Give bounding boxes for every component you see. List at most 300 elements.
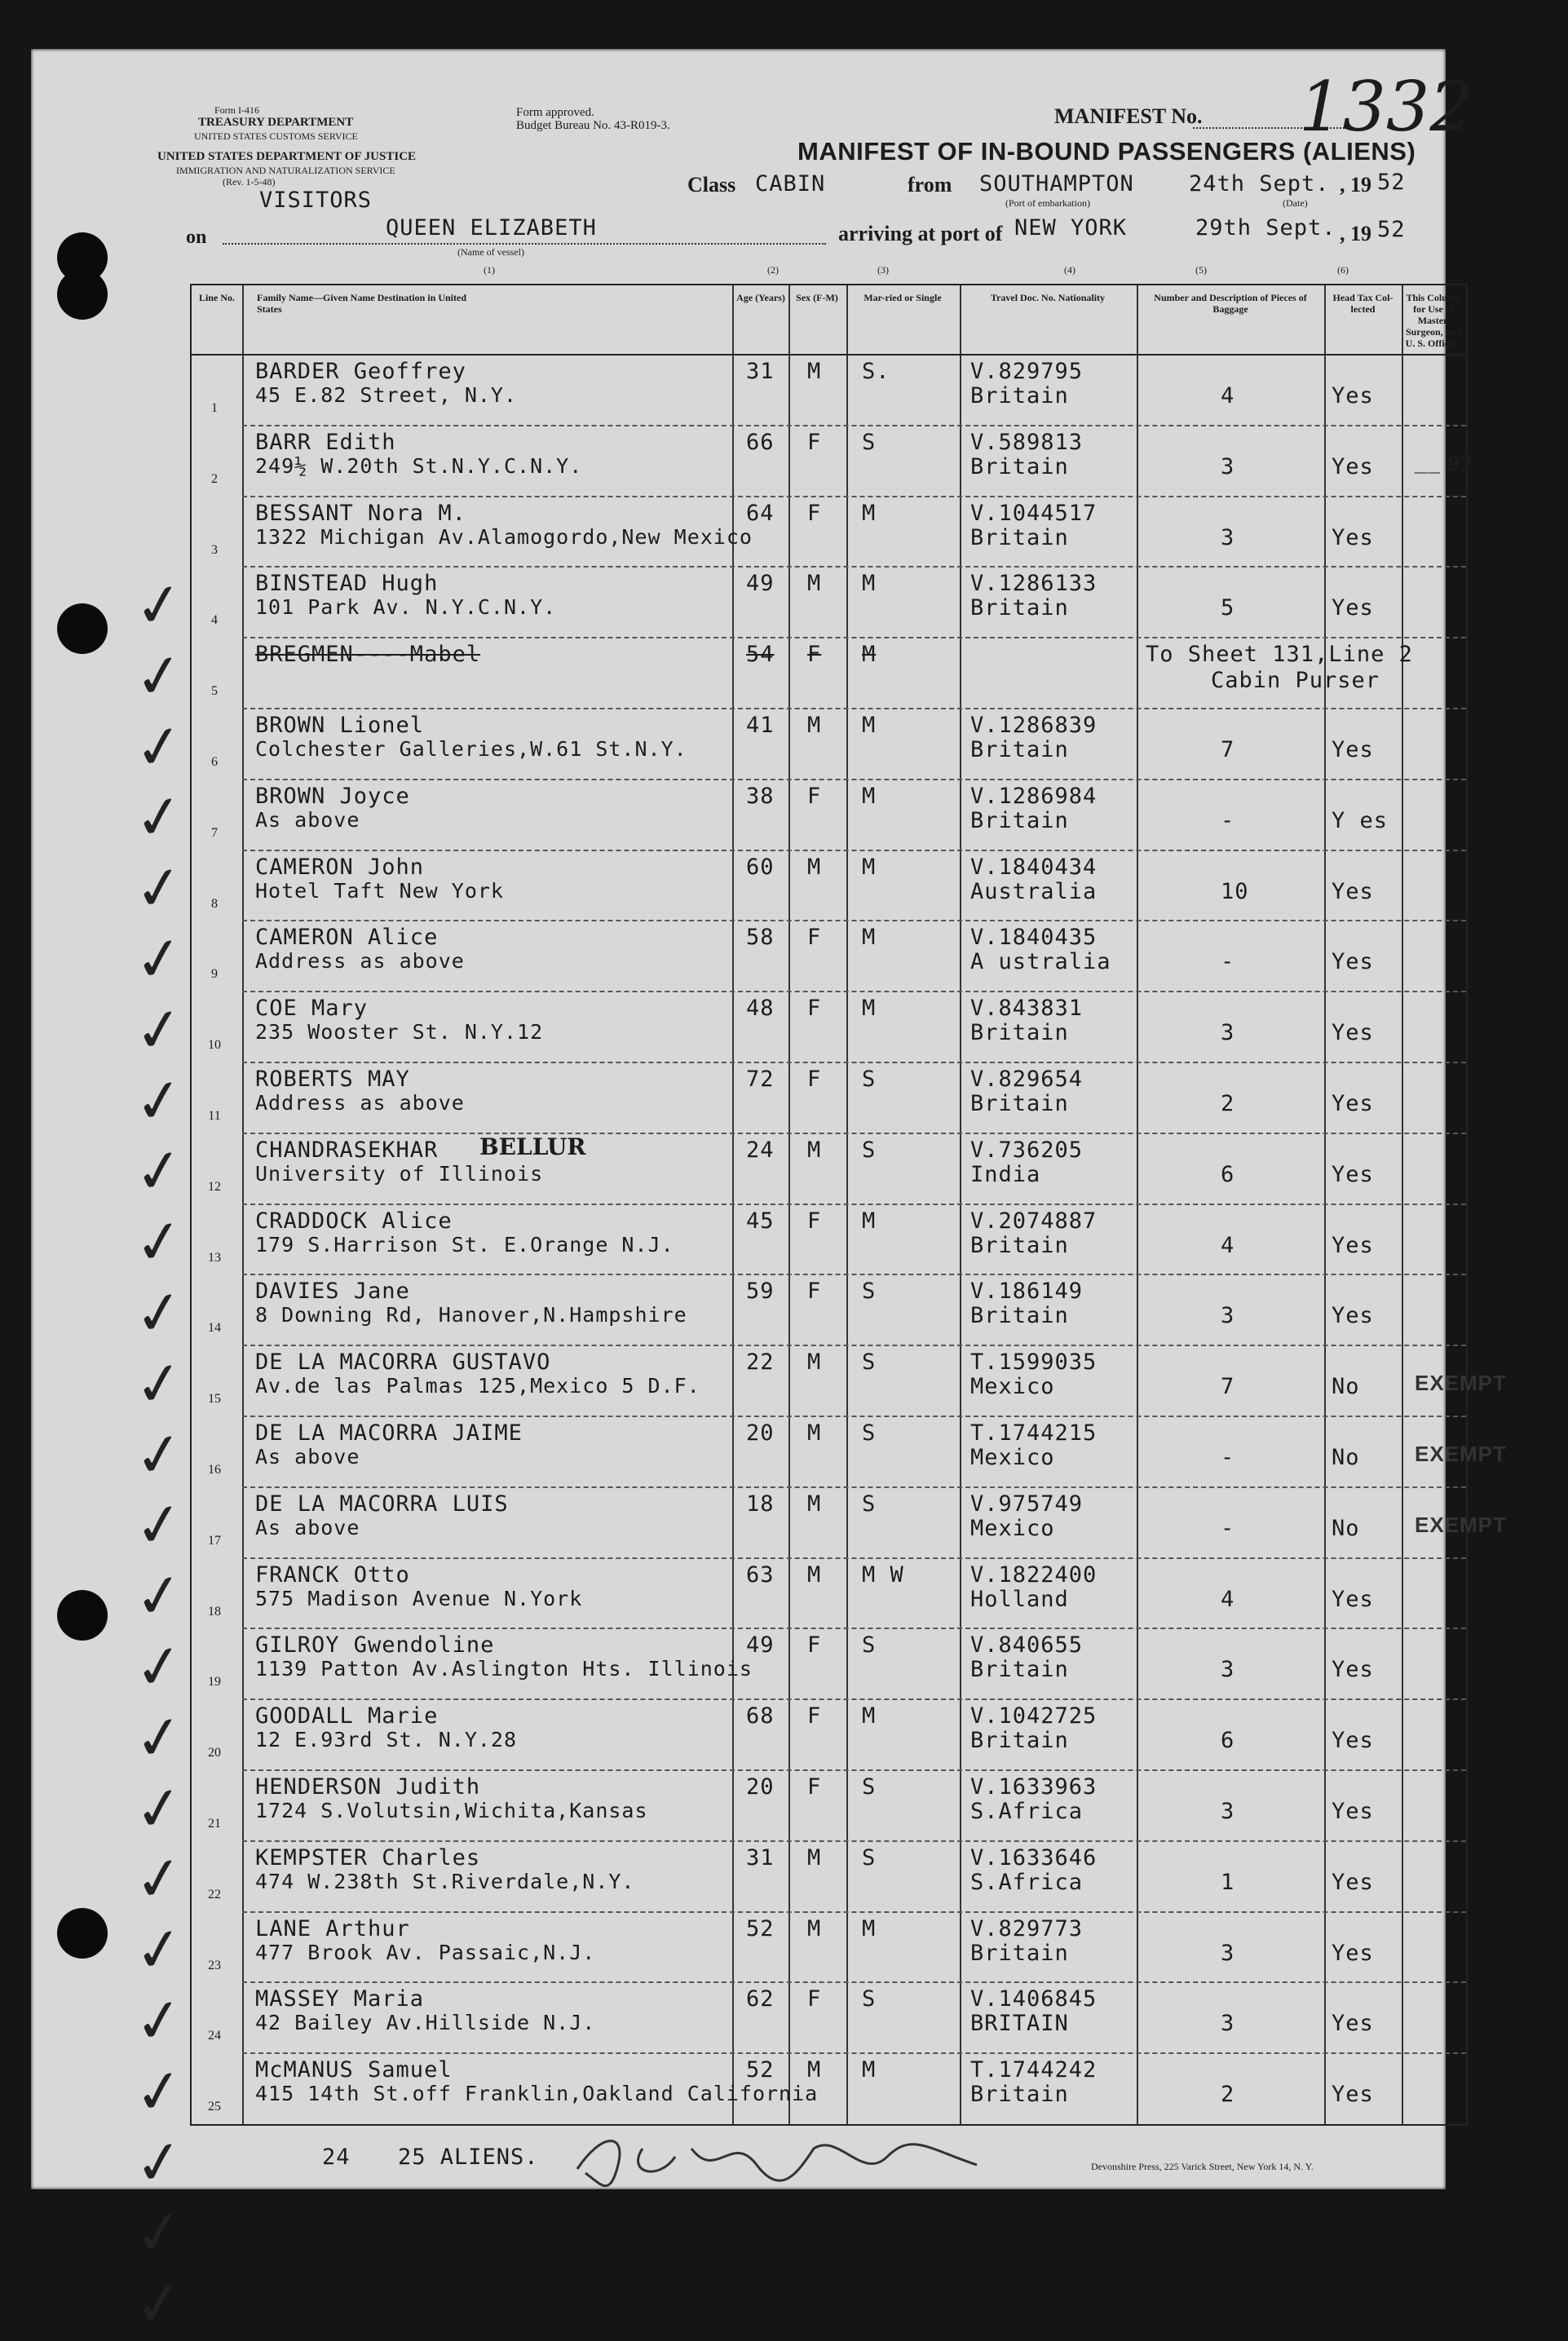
passenger-marital: S — [862, 1774, 877, 1800]
passenger-destination: Hotel Taft New York — [255, 878, 504, 903]
head-tax: Yes — [1332, 1161, 1374, 1187]
manifest-no-label: MANIFEST No. — [1054, 104, 1203, 128]
passenger-age: 20 — [746, 1420, 775, 1446]
punch-hole — [57, 269, 108, 320]
passenger-destination: 235 Wooster St. N.Y.12 — [255, 1020, 544, 1045]
passenger-destination: 575 Madison Avenue N.York — [255, 1586, 583, 1610]
nationality: Britain — [970, 383, 1069, 409]
doj-label: UNITED STATES DEPARTMENT OF JUSTICE — [157, 150, 417, 163]
line-number: 4 — [211, 613, 218, 628]
passenger-age: 63 — [746, 1561, 775, 1588]
passenger-name: CAMERON Alice — [255, 925, 439, 951]
head-tax: Yes — [1332, 1232, 1374, 1258]
passenger-sex: M — [807, 1915, 822, 1941]
passenger-age: 24 — [746, 1137, 775, 1163]
passenger-name: BROWN Lionel — [255, 713, 425, 738]
passenger-destination: 179 S.Harrison St. E.Orange N.J. — [255, 1232, 674, 1257]
form-number: Form I-416 — [214, 104, 259, 116]
line-number: 7 — [211, 825, 218, 840]
baggage-count: 3 — [1221, 1020, 1235, 1046]
passenger-destination: Colchester Galleries,W.61 St.N.Y. — [255, 737, 687, 761]
row-divider — [242, 1628, 1466, 1629]
checkmark-icon: ✓ — [130, 1983, 188, 2058]
baggage-count: - — [1221, 949, 1235, 975]
passenger-sex: F — [807, 783, 822, 809]
line-number: 25 — [208, 2100, 221, 2114]
baggage-count: 4 — [1221, 383, 1235, 409]
passenger-destination: 1322 Michigan Av.Alamogordo,New Mexico — [255, 524, 753, 549]
nationality: Britain — [970, 1303, 1069, 1329]
head-tax: Yes — [1332, 524, 1374, 550]
passenger-marital: S — [862, 1279, 877, 1305]
header-name: Family Name—Given Name Destination in United States — [257, 292, 466, 315]
passenger-marital: M — [862, 1915, 877, 1941]
depart-year: 52 — [1377, 170, 1406, 195]
passenger-marital: S — [862, 429, 877, 455]
head-tax: Yes — [1332, 1091, 1374, 1116]
baggage-count: 10 — [1221, 878, 1249, 904]
col-num-2: (2) — [767, 264, 779, 276]
passenger-destination: 101 Park Av. N.Y.C.N.Y. — [255, 595, 557, 620]
checkmark-icon: ✓ — [130, 709, 188, 784]
nationality: Britain — [970, 1020, 1069, 1046]
line-number: 24 — [208, 2029, 221, 2043]
manifest-no-value: 1332 — [1299, 67, 1473, 147]
line-number: 15 — [208, 1392, 221, 1407]
vessel-caption: (Name of vessel) — [457, 246, 524, 258]
passenger-destination: 474 W.238th St.Riverdale,N.Y. — [255, 1869, 635, 1893]
line-number: 2 — [211, 471, 218, 486]
arrival-port: NEW YORK — [1014, 215, 1128, 241]
passenger-age: 18 — [746, 1491, 775, 1517]
line-number: 21 — [208, 1817, 221, 1831]
passenger-marital: S. — [862, 359, 890, 384]
press-imprint: Devonshire Press, 225 Varick Street, New York 14, N. Y. — [1091, 2161, 1314, 2172]
head-tax: Yes — [1332, 2082, 1374, 2108]
passenger-age: 20 — [746, 1774, 775, 1800]
passenger-marital: S — [862, 1844, 877, 1871]
passenger-name: BESSANT Nora M. — [255, 500, 466, 526]
travel-doc-no: V.1822400 — [970, 1561, 1098, 1588]
passenger-sex: F — [807, 996, 822, 1022]
passenger-name: CAMERON John — [255, 854, 425, 880]
travel-doc-no: V.1286839 — [970, 713, 1098, 738]
passenger-marital: M — [862, 783, 877, 809]
baggage-count: 3 — [1221, 2011, 1235, 2037]
baggage-count: 2 — [1221, 1091, 1235, 1116]
passenger-sex: M — [807, 1561, 822, 1588]
passenger-sex: F — [807, 1067, 822, 1092]
row-divider — [242, 1698, 1466, 1700]
travel-doc-no: V.975749 — [970, 1491, 1084, 1517]
row-divider — [242, 1274, 1466, 1275]
passenger-destination: 1724 S.Volutsin,Wichita,Kansas — [255, 1799, 648, 1822]
passenger-name: ROBERTS MAY — [255, 1067, 410, 1092]
passenger-destination: Av.de las Palmas 125,Mexico 5 D.F. — [255, 1374, 700, 1398]
checkmark-icon: ✓ — [130, 1204, 188, 1279]
passenger-marital: S — [862, 1349, 877, 1376]
row-divider — [242, 1911, 1466, 1913]
checkmark-icon: ✓ — [130, 1912, 188, 1987]
header-baggage: Number and Description of Pieces of Baggage — [1154, 292, 1307, 315]
passenger-name: BROWN Joyce — [255, 783, 410, 809]
checkmark-icon: ✓ — [130, 1558, 188, 1633]
row-divider — [242, 1345, 1466, 1346]
vessel-name: QUEEN ELIZABETH — [386, 215, 597, 241]
customs-service: UNITED STATES CUSTOMS SERVICE — [194, 130, 358, 142]
line-number: 20 — [208, 1746, 221, 1760]
row-divider — [242, 637, 1466, 638]
treasury-dept: TREASURY DEPARTMENT — [198, 116, 354, 129]
passenger-destination: 45 E.82 Street, N.Y. — [255, 383, 518, 407]
nationality: Britain — [970, 2082, 1069, 2108]
manifest-sheet — [31, 49, 1507, 2341]
passenger-marital: M — [862, 571, 877, 597]
checkmark-icon: ✓ — [130, 1346, 188, 1421]
line-number: 22 — [208, 1887, 221, 1902]
passenger-sex: F — [807, 642, 822, 668]
passenger-name: FRANCK Otto — [255, 1561, 410, 1588]
punch-hole — [57, 1590, 108, 1641]
travel-doc-no: V.186149 — [970, 1279, 1084, 1305]
checkmark-icon: ✓ — [130, 1629, 188, 1704]
visitors-label: VISITORS — [259, 188, 373, 213]
line-number: 5 — [211, 684, 218, 699]
row-divider — [242, 425, 1466, 426]
travel-doc-no: V.1840434 — [970, 854, 1098, 880]
passenger-sex: F — [807, 1774, 822, 1800]
passenger-name: GOODALL Marie — [255, 1703, 439, 1729]
passenger-name: HENDERSON Judith — [255, 1774, 481, 1800]
passenger-age: 31 — [746, 1844, 775, 1871]
passenger-age: 49 — [746, 571, 775, 597]
passenger-name: BINSTEAD Hugh — [255, 571, 439, 597]
travel-doc-no: V.829795 — [970, 359, 1084, 384]
passenger-destination: As above — [255, 1445, 360, 1469]
head-tax: Yes — [1332, 1586, 1374, 1612]
baggage-count: - — [1221, 1445, 1235, 1470]
passenger-age: 22 — [746, 1349, 775, 1376]
passenger-name: DE LA MACORRA GUSTAVO — [255, 1349, 551, 1376]
passenger-name: BARR Edith — [255, 429, 396, 455]
passenger-name: DE LA MACORRA JAIME — [255, 1420, 523, 1446]
baggage-count: 3 — [1221, 1657, 1235, 1683]
date-caption: (Date) — [1283, 197, 1308, 209]
passenger-marital: M — [862, 925, 877, 951]
travel-doc-no: V.1406845 — [970, 1986, 1098, 2012]
passenger-destination: Address as above — [255, 1091, 465, 1115]
head-tax: Yes — [1332, 1657, 1374, 1683]
transfer-purser: Cabin Purser — [1211, 668, 1380, 694]
baggage-count: 3 — [1221, 453, 1235, 479]
header-married: Mar-ried or Single — [864, 292, 942, 303]
passenger-destination: 1139 Patton Av.Aslington Hts. Illinois — [255, 1657, 753, 1681]
punch-hole — [57, 603, 108, 654]
row-divider — [242, 991, 1466, 992]
passenger-marital: S — [862, 1420, 877, 1446]
checkmark-icon: ✓ — [130, 1062, 188, 1138]
passenger-marital: M — [862, 713, 877, 738]
baggage-count: 3 — [1221, 524, 1235, 550]
passenger-age: 48 — [746, 996, 775, 1022]
head-tax: No — [1332, 1445, 1360, 1470]
row-divider — [242, 496, 1466, 497]
checkmark-icon: ✓ — [130, 1487, 188, 1563]
passenger-sex: M — [807, 359, 822, 384]
row-divider — [242, 1416, 1466, 1417]
passenger-age: 45 — [746, 1208, 775, 1234]
row-divider — [242, 708, 1466, 709]
passenger-sex: M — [807, 1491, 822, 1517]
head-tax: Yes — [1332, 595, 1374, 621]
head-tax: Yes — [1332, 1940, 1374, 1966]
line-number: 16 — [208, 1463, 221, 1477]
checkmark-icon: ✓ — [130, 2266, 188, 2341]
passenger-sex: M — [807, 713, 822, 738]
nationality: S.Africa — [970, 1799, 1084, 1824]
passenger-marital: S — [862, 1632, 877, 1659]
checkmark-icon: ✓ — [130, 780, 188, 855]
passenger-marital: S — [862, 1986, 877, 2012]
passenger-name: KEMPSTER Charles — [255, 1844, 481, 1871]
travel-doc-no: V.1286984 — [970, 783, 1098, 809]
passenger-marital: S — [862, 1491, 877, 1517]
line-number: 17 — [208, 1533, 221, 1548]
travel-doc-no: V.1840435 — [970, 925, 1098, 951]
row-divider — [242, 1486, 1466, 1488]
passenger-destination: 42 Bailey Av.Hillside N.J. — [255, 2011, 596, 2035]
checkmark-icon: ✓ — [130, 1841, 188, 1917]
head-tax: Yes — [1332, 1869, 1374, 1895]
passenger-destination: 477 Brook Av. Passaic,N.J. — [255, 1940, 596, 1964]
passenger-sex: F — [807, 1986, 822, 2012]
checkmark-icon: ✓ — [130, 1133, 188, 1209]
arriving-label: arriving at port of — [838, 222, 1003, 245]
travel-doc-no: V.1286133 — [970, 571, 1098, 597]
depart-year-prefix: , 19 — [1340, 173, 1371, 197]
passenger-sex: F — [807, 1279, 822, 1305]
travel-doc-no: T.1744215 — [970, 1420, 1098, 1446]
passenger-marital: S — [862, 1137, 877, 1163]
nationality: A ustralia — [970, 949, 1111, 975]
passenger-sex: M — [807, 571, 822, 597]
passenger-sex: M — [807, 2057, 822, 2083]
baggage-count: 3 — [1221, 1799, 1235, 1824]
col-num-4: (4) — [1064, 264, 1076, 276]
line-number: 12 — [208, 1179, 221, 1194]
nationality: Australia — [970, 878, 1098, 904]
checkmark-icon: ✓ — [130, 638, 188, 713]
budget-bureau: Budget Bureau No. 43-R019-3. — [516, 119, 670, 132]
passenger-name: COE Mary — [255, 996, 369, 1022]
row-divider — [242, 566, 1466, 568]
arrival-date: 29th Sept. — [1195, 215, 1336, 241]
passenger-age: 54 — [746, 642, 775, 668]
depart-date: 24th Sept. — [1189, 171, 1330, 197]
head-tax: Yes — [1332, 949, 1374, 975]
head-tax: Yes — [1332, 878, 1374, 904]
officer-note: EXEMPT — [1415, 1512, 1507, 1537]
passenger-marital: M — [862, 1703, 877, 1729]
head-tax: Yes — [1332, 1728, 1374, 1754]
passenger-sex: F — [807, 1208, 822, 1234]
nationality: Mexico — [970, 1374, 1055, 1400]
passenger-age: 66 — [746, 429, 775, 455]
row-divider — [242, 2052, 1466, 2054]
passenger-name: DE LA MACORRA LUIS — [255, 1491, 509, 1517]
baggage-count: 6 — [1221, 1728, 1235, 1754]
col-num-6: (6) — [1337, 264, 1349, 276]
passenger-name: MASSEY Maria — [255, 1986, 425, 2012]
header-line-no: Line No. — [198, 292, 235, 303]
on-label: on — [186, 227, 207, 248]
officer-note: EXEMPT — [1415, 1371, 1507, 1396]
passenger-name: GILROY Gwendoline — [255, 1632, 495, 1659]
passenger-marital: M — [862, 642, 877, 668]
row-divider — [242, 1062, 1466, 1063]
row-divider — [242, 1557, 1466, 1559]
travel-doc-no: V.1633963 — [970, 1774, 1098, 1800]
line-number: 14 — [208, 1321, 221, 1336]
head-tax: Yes — [1332, 453, 1374, 479]
line-number: 1 — [211, 401, 218, 415]
col-num-5: (5) — [1195, 264, 1207, 276]
row-divider — [242, 1981, 1466, 1983]
checkmark-icon: ✓ — [130, 2054, 188, 2129]
passenger-marital: M — [862, 854, 877, 880]
footer-count: 24 — [322, 2144, 351, 2170]
nationality: Britain — [970, 1232, 1069, 1258]
nationality: Britain — [970, 737, 1069, 762]
nationality: Britain — [970, 524, 1069, 550]
arrival-year-prefix: , 19 — [1340, 222, 1371, 245]
baggage-count: 4 — [1221, 1586, 1235, 1612]
passenger-destination: 249½ W.20th St.N.Y.C.N.Y. — [255, 453, 583, 478]
head-tax: Yes — [1332, 1799, 1374, 1824]
passenger-marital: S — [862, 1067, 877, 1092]
revision-label: (Rev. 1-5-48) — [223, 176, 276, 188]
nationality: BRITAIN — [970, 2011, 1069, 2037]
travel-doc-no: V.1044517 — [970, 500, 1098, 526]
passenger-age: 49 — [746, 1632, 775, 1659]
passenger-name: DAVIES Jane — [255, 1279, 410, 1305]
passenger-marital: M — [862, 2057, 877, 2083]
head-tax: No — [1332, 1515, 1360, 1541]
passenger-destination: University of Illinois — [255, 1161, 544, 1186]
travel-doc-no: V.736205 — [970, 1137, 1084, 1163]
form-approved: Form approved. — [516, 106, 594, 119]
row-divider — [242, 1204, 1466, 1205]
ins-label: IMMIGRATION AND NATURALIZATION SERVICE — [176, 165, 395, 176]
line-number: 13 — [208, 1250, 221, 1265]
passenger-destination: Address as above — [255, 949, 465, 974]
baggage-count: 1 — [1221, 1869, 1235, 1895]
nationality: Britain — [970, 453, 1069, 479]
class-label: Class — [687, 173, 736, 197]
travel-doc-no: V.1633646 — [970, 1844, 1098, 1871]
head-tax: Yes — [1332, 1020, 1374, 1046]
checkmark-icon: ✓ — [130, 921, 188, 996]
header-tax: Head Tax Col-lected — [1332, 292, 1394, 315]
head-tax: No — [1332, 1374, 1360, 1400]
baggage-count: 2 — [1221, 2082, 1235, 2108]
line-number: 18 — [208, 1604, 221, 1619]
travel-doc-no: T.1744242 — [970, 2057, 1098, 2083]
port-embark-caption: (Port of embarkation) — [1005, 197, 1090, 209]
nationality: Britain — [970, 595, 1069, 621]
passenger-destination: As above — [255, 1515, 360, 1539]
nationality: Britain — [970, 807, 1069, 833]
baggage-count: 7 — [1221, 737, 1235, 762]
passenger-age: 59 — [746, 1279, 775, 1305]
baggage-count: 6 — [1221, 1161, 1235, 1187]
baggage-count: 3 — [1221, 1303, 1235, 1329]
head-tax: Yes — [1332, 383, 1374, 409]
passenger-age: 72 — [746, 1067, 775, 1092]
col-num-1: (1) — [484, 264, 495, 276]
nationality: Britain — [970, 1940, 1069, 1966]
from-value: SOUTHAMPTON — [979, 171, 1134, 197]
passenger-name: CHANDRASEKHAR — [255, 1137, 439, 1163]
baggage-count: 4 — [1221, 1232, 1235, 1258]
row-divider — [242, 920, 1466, 921]
checkmark-icon: ✓ — [130, 1416, 188, 1492]
header-sex: Sex (F-M) — [796, 292, 838, 303]
passenger-sex: M — [807, 1844, 822, 1871]
travel-doc-no: V.589813 — [970, 429, 1084, 455]
baggage-count: - — [1221, 1515, 1235, 1541]
head-tax: Yes — [1332, 737, 1374, 762]
passenger-age: 58 — [746, 925, 775, 951]
passenger-sex: F — [807, 1703, 822, 1729]
line-number: 19 — [208, 1675, 221, 1689]
passenger-name: BARDER Geoffrey — [255, 359, 466, 384]
col-num-3: (3) — [877, 264, 889, 276]
line-number: 8 — [211, 896, 218, 911]
handwritten-bellur: BELLUR — [479, 1133, 586, 1160]
head-tax: Yes — [1332, 1303, 1374, 1329]
officer-note: EXEMPT — [1415, 1442, 1507, 1466]
passenger-marital: M — [862, 996, 877, 1022]
checkmark-icon: ✓ — [130, 992, 188, 1067]
nationality: India — [970, 1161, 1041, 1187]
checkmark-icon: ✓ — [130, 1700, 188, 1775]
row-divider — [242, 1840, 1466, 1842]
baggage-count: 7 — [1221, 1374, 1235, 1400]
officer-note: __ 92 — [1415, 450, 1474, 475]
travel-doc-no: V.2074887 — [970, 1208, 1098, 1234]
transfer-note: To Sheet 131,Line 2 — [1146, 642, 1413, 668]
passenger-age: 31 — [746, 359, 775, 384]
passenger-name: McMANUS Samuel — [255, 2057, 453, 2083]
header-age: Age (Years) — [736, 292, 785, 303]
line-number: 9 — [211, 967, 218, 982]
checkmark-icon: ✓ — [130, 568, 188, 643]
travel-doc-no: V.843831 — [970, 996, 1084, 1022]
passenger-age: 52 — [746, 1915, 775, 1941]
row-divider — [242, 850, 1466, 851]
baggage-count: - — [1221, 807, 1235, 833]
row-divider — [242, 1133, 1466, 1134]
passenger-sex: M — [807, 1137, 822, 1163]
travel-doc-no: T.1599035 — [970, 1349, 1098, 1376]
checkmark-icon: ✓ — [130, 2124, 188, 2200]
checkmark-icon: ✓ — [130, 1275, 188, 1350]
officer-signature — [569, 2124, 993, 2189]
line-number: 23 — [208, 1958, 221, 1972]
baggage-count: 3 — [1221, 1940, 1235, 1966]
line-number: 11 — [208, 1109, 221, 1123]
